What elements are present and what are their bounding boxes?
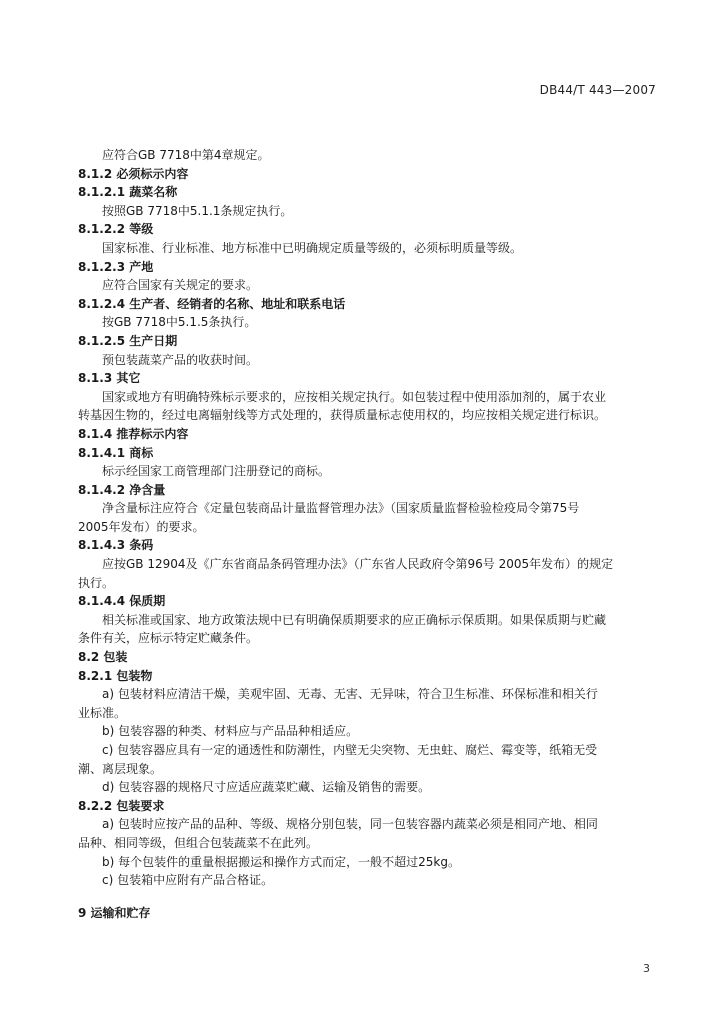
paragraph: 标示经国家工商管理部门注册登记的商标。 xyxy=(102,464,331,479)
paragraph-continuation: 2005年发布）的要求。 xyxy=(78,519,205,534)
chapter-heading: 9 运输和贮存 xyxy=(78,905,151,920)
paragraph-continuation: 条件有关，应标示特定贮藏条件。 xyxy=(78,631,259,646)
section-heading: 8.1.4.1 商标 xyxy=(78,445,154,460)
section-heading: 8.1.4.2 净含量 xyxy=(78,482,166,497)
section-heading: 8.1.2 必须标示内容 xyxy=(78,166,189,181)
section-heading: 8.1.2.5 生产日期 xyxy=(78,333,178,348)
section-heading: 8.1.2.2 等级 xyxy=(78,222,154,237)
page-number: 3 xyxy=(643,962,650,975)
list-item: a) 包装时应按产品的品种、等级、规格分别包装，同一包装容器内蔬菜必须是相同产地、相同 xyxy=(102,817,598,832)
list-item: d) 包装容器的规格尺寸应适应蔬菜贮藏、运输及销售的需要。 xyxy=(102,780,431,795)
standard-code: DB44/T 443—2007 xyxy=(539,83,656,97)
paragraph-continuation: 转基因生物的，经过电离辐射线等方式处理的，获得质量标志使用权的，均应按相关规定进行标识。 xyxy=(78,408,607,423)
list-item-continuation: 业标准。 xyxy=(78,705,127,720)
paragraph: 国家标准、行业标准、地方标准中已明确规定质量等级的，必须标明质量等级。 xyxy=(102,240,523,255)
spacer xyxy=(78,890,658,904)
paragraph: 国家或地方有明确特殊标示要求的，应按相关规定执行。如包装过程中使用添加剂的，属于农业 xyxy=(102,389,607,404)
list-item: c) 包装容器应具有一定的通透性和防潮性，内壁无尖突物、无虫蛀、腐烂、霉变等，纸箱无受 xyxy=(102,743,598,757)
paragraph: 预包装蔬菜产品的收获时间。 xyxy=(102,352,259,367)
section-heading: 8.1.2.1 蔬菜名称 xyxy=(78,185,178,200)
section-heading: 8.1.2.4 生产者、经销者的名称、地址和联系电话 xyxy=(78,296,346,311)
list-item-continuation: 品种、相同等级，但组合包装蔬菜不在此列。 xyxy=(78,835,319,850)
paragraph: 应按GB 12904及《广东省商品条码管理办法》（广东省人民政府令第96号 2005年发布）的规定 xyxy=(102,557,614,572)
section-heading: 8.2.1 包装物 xyxy=(78,668,153,683)
section-heading: 8.1.2.3 产地 xyxy=(78,259,154,274)
list-item-continuation: 潮、离层现象。 xyxy=(78,761,163,776)
list-item: a) 包装材料应清洁干燥，美观牢固、无毒、无害、无异味，符合卫生标准、环保标准和相关行 xyxy=(102,687,598,702)
section-heading: 8.1.4.4 保质期 xyxy=(78,594,166,609)
section-heading: 8.1.4 推荐标示内容 xyxy=(78,426,189,441)
section-heading: 8.1.3 其它 xyxy=(78,371,141,386)
paragraph: 应符合国家有关规定的要求。 xyxy=(102,278,259,293)
paragraph-continuation: 执行。 xyxy=(78,575,115,590)
paragraph: 按GB 7718中5.1.5条执行。 xyxy=(102,315,257,330)
document-body xyxy=(78,146,658,922)
section-heading: 8.1.4.3 条码 xyxy=(78,538,154,553)
paragraph: 相关标准或国家、地方政策法规中已有明确保质期要求的应正确标示保质期。如果保质期与贮藏 xyxy=(102,612,607,627)
list-item: b) 每个包装件的重量根据搬运和操作方式而定，一般不超过25kg。 xyxy=(102,854,460,869)
paragraph: 净含量标注应符合《定量包装商品计量监督管理办法》（国家质量监督检验检疫局令第75号 xyxy=(102,501,580,516)
list-item: c) 包装箱中应附有产品合格证。 xyxy=(102,873,274,888)
section-heading: 8.2.2 包装要求 xyxy=(78,798,165,813)
section-heading: 8.2 包装 xyxy=(78,650,128,665)
paragraph: 按照GB 7718中5.1.1条规定执行。 xyxy=(102,203,293,218)
list-item: b) 包装容器的种类、材料应与产品品种相适应。 xyxy=(102,724,359,739)
paragraph: 应符合GB 7718中第4章规定。 xyxy=(102,148,270,162)
